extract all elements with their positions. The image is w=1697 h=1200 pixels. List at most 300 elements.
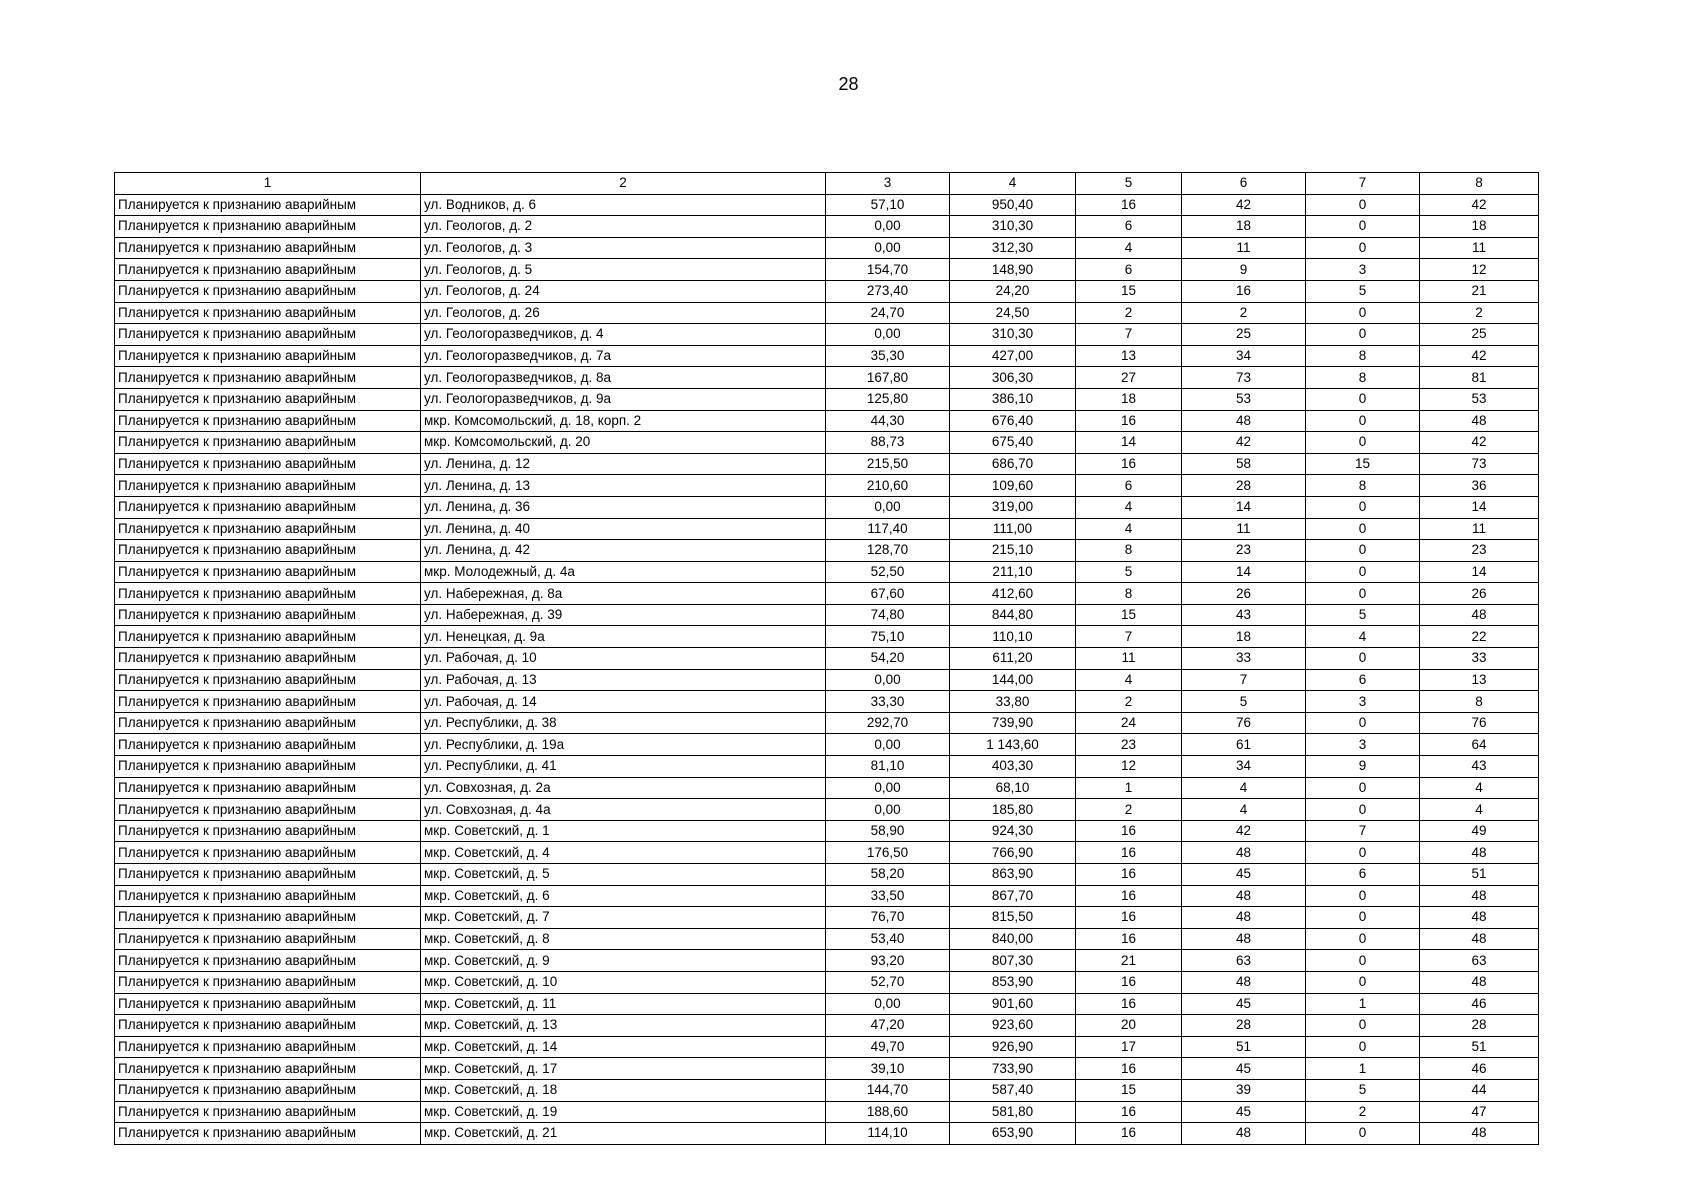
table-row: [115, 842, 1539, 864]
status-cell: Планируется к признанию аварийным: [115, 280, 421, 302]
value-cell: 16: [1076, 453, 1182, 475]
table-row: [115, 669, 1539, 691]
value-cell: 73: [1420, 453, 1539, 475]
value-cell: 11: [1420, 237, 1539, 259]
value-cell: 0,00: [826, 216, 950, 238]
value-cell: 4: [1420, 799, 1539, 821]
value-cell: 45: [1182, 993, 1306, 1015]
page-number: 28: [838, 74, 859, 94]
value-cell: 176,50: [826, 842, 950, 864]
value-cell: 7: [1306, 820, 1420, 842]
table-row: [115, 928, 1539, 950]
value-cell: 0: [1306, 907, 1420, 929]
value-cell: 42: [1182, 820, 1306, 842]
address-cell: мкр. Советский, д. 17: [421, 1058, 826, 1080]
table-row: [115, 475, 1539, 497]
address-cell: ул. Геологоразведчиков, д. 7а: [421, 345, 826, 367]
value-cell: 34: [1182, 756, 1306, 778]
table-row: [115, 237, 1539, 259]
table-row: [115, 1015, 1539, 1037]
value-cell: 0: [1306, 540, 1420, 562]
status-cell: Планируется к признанию аварийным: [115, 453, 421, 475]
value-cell: 11: [1182, 237, 1306, 259]
table-row: [115, 799, 1539, 821]
value-cell: 766,90: [950, 842, 1076, 864]
value-cell: 0,00: [826, 777, 950, 799]
table-row: [115, 907, 1539, 929]
table-row: [115, 453, 1539, 475]
value-cell: 867,70: [950, 885, 1076, 907]
value-cell: 128,70: [826, 540, 950, 562]
value-cell: 4: [1076, 518, 1182, 540]
value-cell: 148,90: [950, 259, 1076, 281]
value-cell: 0: [1306, 950, 1420, 972]
value-cell: 48: [1182, 907, 1306, 929]
column-header: 3: [826, 173, 950, 195]
value-cell: 4: [1306, 626, 1420, 648]
column-number-row: [115, 173, 1539, 195]
value-cell: 853,90: [950, 971, 1076, 993]
value-cell: 167,80: [826, 367, 950, 389]
value-cell: 310,30: [950, 216, 1076, 238]
status-cell: Планируется к признанию аварийным: [115, 410, 421, 432]
value-cell: 33,80: [950, 691, 1076, 713]
value-cell: 45: [1182, 1101, 1306, 1123]
value-cell: 68,10: [950, 777, 1076, 799]
value-cell: 16: [1076, 885, 1182, 907]
value-cell: 54,20: [826, 648, 950, 670]
value-cell: 16: [1076, 194, 1182, 216]
value-cell: 0,00: [826, 324, 950, 346]
value-cell: 0: [1306, 410, 1420, 432]
status-cell: Планируется к признанию аварийным: [115, 885, 421, 907]
address-cell: ул. Ленина, д. 42: [421, 540, 826, 562]
value-cell: 0,00: [826, 734, 950, 756]
address-cell: ул. Рабочая, д. 14: [421, 691, 826, 713]
value-cell: 8: [1076, 540, 1182, 562]
value-cell: 154,70: [826, 259, 950, 281]
address-cell: ул. Геологоразведчиков, д. 4: [421, 324, 826, 346]
status-cell: Планируется к признанию аварийным: [115, 950, 421, 972]
table-row: [115, 1123, 1539, 1145]
address-cell: мкр. Советский, д. 21: [421, 1123, 826, 1145]
status-cell: Планируется к признанию аварийным: [115, 237, 421, 259]
status-cell: Планируется к признанию аварийным: [115, 1058, 421, 1080]
status-cell: Планируется к признанию аварийным: [115, 345, 421, 367]
value-cell: 1: [1306, 993, 1420, 1015]
value-cell: 2: [1076, 302, 1182, 324]
value-cell: 81: [1420, 367, 1539, 389]
value-cell: 0: [1306, 583, 1420, 605]
address-cell: ул. Совхозная, д. 4а: [421, 799, 826, 821]
address-cell: мкр. Комсомольский, д. 20: [421, 432, 826, 454]
value-cell: 18: [1182, 216, 1306, 238]
address-cell: мкр. Советский, д. 4: [421, 842, 826, 864]
value-cell: 0: [1306, 1123, 1420, 1145]
value-cell: 0: [1306, 971, 1420, 993]
value-cell: 611,20: [950, 648, 1076, 670]
value-cell: 48: [1182, 928, 1306, 950]
value-cell: 49: [1420, 820, 1539, 842]
value-cell: 14: [1076, 432, 1182, 454]
address-cell: мкр. Комсомольский, д. 18, корп. 2: [421, 410, 826, 432]
value-cell: 6: [1306, 864, 1420, 886]
value-cell: 144,00: [950, 669, 1076, 691]
address-cell: мкр. Советский, д. 14: [421, 1036, 826, 1058]
value-cell: 109,60: [950, 475, 1076, 497]
value-cell: 0: [1306, 518, 1420, 540]
address-cell: ул. Геологов, д. 3: [421, 237, 826, 259]
table-row: [115, 259, 1539, 281]
address-cell: ул. Геологов, д. 5: [421, 259, 826, 281]
value-cell: 23: [1420, 540, 1539, 562]
value-cell: 57,10: [826, 194, 950, 216]
table-row: [115, 194, 1539, 216]
status-cell: Планируется к признанию аварийным: [115, 324, 421, 346]
status-cell: Планируется к признанию аварийным: [115, 648, 421, 670]
value-cell: 0,00: [826, 799, 950, 821]
value-cell: 42: [1420, 345, 1539, 367]
address-cell: ул. Ленина, д. 40: [421, 518, 826, 540]
value-cell: 2: [1306, 1101, 1420, 1123]
value-cell: 47,20: [826, 1015, 950, 1037]
status-cell: Планируется к признанию аварийным: [115, 604, 421, 626]
value-cell: 45: [1182, 864, 1306, 886]
value-cell: 111,00: [950, 518, 1076, 540]
value-cell: 51: [1420, 864, 1539, 886]
value-cell: 0,00: [826, 669, 950, 691]
value-cell: 42: [1420, 432, 1539, 454]
value-cell: 2: [1420, 302, 1539, 324]
table-row: [115, 950, 1539, 972]
value-cell: 319,00: [950, 496, 1076, 518]
value-cell: 43: [1182, 604, 1306, 626]
housing-table: [114, 172, 1539, 1145]
column-header: 8: [1420, 173, 1539, 195]
value-cell: 16: [1076, 907, 1182, 929]
address-cell: ул. Набережная, д. 8а: [421, 583, 826, 605]
value-cell: 16: [1076, 864, 1182, 886]
value-cell: 8: [1076, 583, 1182, 605]
status-cell: Планируется к признанию аварийным: [115, 691, 421, 713]
status-cell: Планируется к признанию аварийным: [115, 1123, 421, 1145]
value-cell: 48: [1420, 842, 1539, 864]
address-cell: мкр. Советский, д. 10: [421, 971, 826, 993]
address-cell: ул. Ненецкая, д. 9а: [421, 626, 826, 648]
address-cell: ул. Ленина, д. 36: [421, 496, 826, 518]
value-cell: 48: [1420, 971, 1539, 993]
table-row: [115, 324, 1539, 346]
value-cell: 14: [1182, 496, 1306, 518]
value-cell: 2: [1182, 302, 1306, 324]
column-header: 7: [1306, 173, 1420, 195]
value-cell: 21: [1076, 950, 1182, 972]
value-cell: 7: [1076, 626, 1182, 648]
address-cell: мкр. Советский, д. 18: [421, 1079, 826, 1101]
status-cell: Планируется к признанию аварийным: [115, 971, 421, 993]
address-cell: ул. Рабочая, д. 13: [421, 669, 826, 691]
value-cell: 13: [1076, 345, 1182, 367]
table-row: [115, 496, 1539, 518]
value-cell: 11: [1076, 648, 1182, 670]
value-cell: 53: [1182, 388, 1306, 410]
value-cell: 733,90: [950, 1058, 1076, 1080]
status-cell: Планируется к признанию аварийным: [115, 756, 421, 778]
value-cell: 950,40: [950, 194, 1076, 216]
value-cell: 273,40: [826, 280, 950, 302]
table-row: [115, 971, 1539, 993]
address-cell: ул. Республики, д. 41: [421, 756, 826, 778]
table-row: [115, 691, 1539, 713]
value-cell: 863,90: [950, 864, 1076, 886]
value-cell: 125,80: [826, 388, 950, 410]
value-cell: 3: [1306, 691, 1420, 713]
status-cell: Планируется к признанию аварийным: [115, 216, 421, 238]
value-cell: 48: [1420, 604, 1539, 626]
value-cell: 840,00: [950, 928, 1076, 950]
value-cell: 64: [1420, 734, 1539, 756]
status-cell: Планируется к признанию аварийным: [115, 993, 421, 1015]
value-cell: 8: [1306, 367, 1420, 389]
value-cell: 0: [1306, 842, 1420, 864]
table-row: [115, 345, 1539, 367]
value-cell: 16: [1076, 971, 1182, 993]
address-cell: мкр. Советский, д. 7: [421, 907, 826, 929]
value-cell: 12: [1076, 756, 1182, 778]
address-cell: ул. Геологов, д. 26: [421, 302, 826, 324]
status-cell: Планируется к признанию аварийным: [115, 1101, 421, 1123]
table-body: [115, 194, 1539, 1144]
value-cell: 22: [1420, 626, 1539, 648]
status-cell: Планируется к признанию аварийным: [115, 561, 421, 583]
value-cell: 34: [1182, 345, 1306, 367]
value-cell: 48: [1182, 1123, 1306, 1145]
value-cell: 2: [1076, 691, 1182, 713]
address-cell: мкр. Советский, д. 13: [421, 1015, 826, 1037]
value-cell: 188,60: [826, 1101, 950, 1123]
value-cell: 44,30: [826, 410, 950, 432]
status-cell: Планируется к признанию аварийным: [115, 388, 421, 410]
value-cell: 675,40: [950, 432, 1076, 454]
status-cell: Планируется к признанию аварийным: [115, 540, 421, 562]
value-cell: 53: [1420, 388, 1539, 410]
value-cell: 0: [1306, 388, 1420, 410]
value-cell: 0: [1306, 216, 1420, 238]
table-row: [115, 993, 1539, 1015]
value-cell: 13: [1420, 669, 1539, 691]
value-cell: 210,60: [826, 475, 950, 497]
status-cell: Планируется к признанию аварийным: [115, 842, 421, 864]
address-cell: ул. Ленина, д. 13: [421, 475, 826, 497]
value-cell: 8: [1420, 691, 1539, 713]
address-cell: ул. Рабочая, д. 10: [421, 648, 826, 670]
status-cell: Планируется к признанию аварийным: [115, 475, 421, 497]
value-cell: 901,60: [950, 993, 1076, 1015]
value-cell: 0,00: [826, 993, 950, 1015]
value-cell: 0: [1306, 561, 1420, 583]
value-cell: 52,70: [826, 971, 950, 993]
address-cell: ул. Республики, д. 38: [421, 712, 826, 734]
value-cell: 28: [1420, 1015, 1539, 1037]
value-cell: 51: [1420, 1036, 1539, 1058]
value-cell: 24,50: [950, 302, 1076, 324]
status-cell: Планируется к признанию аварийным: [115, 302, 421, 324]
value-cell: 23: [1182, 540, 1306, 562]
value-cell: 0: [1306, 1036, 1420, 1058]
value-cell: 76: [1182, 712, 1306, 734]
status-cell: Планируется к признанию аварийным: [115, 820, 421, 842]
address-cell: ул. Геологоразведчиков, д. 9а: [421, 388, 826, 410]
value-cell: 16: [1076, 1058, 1182, 1080]
value-cell: 15: [1076, 604, 1182, 626]
value-cell: 48: [1420, 410, 1539, 432]
value-cell: 0: [1306, 302, 1420, 324]
value-cell: 8: [1306, 345, 1420, 367]
value-cell: 306,30: [950, 367, 1076, 389]
value-cell: 412,60: [950, 583, 1076, 605]
table-row: [115, 216, 1539, 238]
value-cell: 16: [1076, 993, 1182, 1015]
address-cell: ул. Геологов, д. 24: [421, 280, 826, 302]
value-cell: 36: [1420, 475, 1539, 497]
value-cell: 110,10: [950, 626, 1076, 648]
value-cell: 6: [1306, 669, 1420, 691]
value-cell: 14: [1420, 561, 1539, 583]
value-cell: 48: [1182, 971, 1306, 993]
status-cell: Планируется к признанию аварийным: [115, 432, 421, 454]
address-cell: ул. Набережная, д. 39: [421, 604, 826, 626]
status-cell: Планируется к признанию аварийным: [115, 712, 421, 734]
value-cell: 81,10: [826, 756, 950, 778]
value-cell: 14: [1182, 561, 1306, 583]
value-cell: 924,30: [950, 820, 1076, 842]
address-cell: ул. Геологов, д. 2: [421, 216, 826, 238]
status-cell: Планируется к признанию аварийным: [115, 734, 421, 756]
value-cell: 3: [1306, 734, 1420, 756]
status-cell: Планируется к признанию аварийным: [115, 1036, 421, 1058]
value-cell: 6: [1076, 475, 1182, 497]
value-cell: 27: [1076, 367, 1182, 389]
address-cell: мкр. Советский, д. 6: [421, 885, 826, 907]
value-cell: 14: [1420, 496, 1539, 518]
column-header: 5: [1076, 173, 1182, 195]
value-cell: 0: [1306, 885, 1420, 907]
value-cell: 211,10: [950, 561, 1076, 583]
value-cell: 24,70: [826, 302, 950, 324]
table-row: [115, 1079, 1539, 1101]
table-row: [115, 648, 1539, 670]
value-cell: 17: [1076, 1036, 1182, 1058]
table-row: [115, 410, 1539, 432]
column-header: 6: [1182, 173, 1306, 195]
status-cell: Планируется к признанию аварийным: [115, 496, 421, 518]
address-cell: мкр. Советский, д. 9: [421, 950, 826, 972]
address-cell: ул. Водников, д. 6: [421, 194, 826, 216]
value-cell: 93,20: [826, 950, 950, 972]
value-cell: 5: [1306, 604, 1420, 626]
table-row: [115, 1058, 1539, 1080]
value-cell: 4: [1076, 496, 1182, 518]
value-cell: 16: [1076, 1101, 1182, 1123]
value-cell: 15: [1076, 1079, 1182, 1101]
value-cell: 15: [1306, 453, 1420, 475]
table-row: [115, 626, 1539, 648]
address-cell: мкр. Молодежный, д. 4а: [421, 561, 826, 583]
value-cell: 0,00: [826, 496, 950, 518]
address-cell: мкр. Советский, д. 5: [421, 864, 826, 886]
status-cell: Планируется к признанию аварийным: [115, 907, 421, 929]
column-header: 1: [115, 173, 421, 195]
status-cell: Планируется к признанию аварийным: [115, 928, 421, 950]
value-cell: 185,80: [950, 799, 1076, 821]
address-cell: ул. Геологоразведчиков, д. 8а: [421, 367, 826, 389]
value-cell: 923,60: [950, 1015, 1076, 1037]
table-row: [115, 712, 1539, 734]
value-cell: 26: [1182, 583, 1306, 605]
value-cell: 676,40: [950, 410, 1076, 432]
value-cell: 0: [1306, 237, 1420, 259]
value-cell: 33,30: [826, 691, 950, 713]
value-cell: 21: [1420, 280, 1539, 302]
value-cell: 4: [1076, 669, 1182, 691]
value-cell: 403,30: [950, 756, 1076, 778]
value-cell: 16: [1076, 820, 1182, 842]
value-cell: 25: [1182, 324, 1306, 346]
value-cell: 42: [1182, 194, 1306, 216]
table-row: [115, 367, 1539, 389]
value-cell: 63: [1420, 950, 1539, 972]
value-cell: 75,10: [826, 626, 950, 648]
value-cell: 73: [1182, 367, 1306, 389]
value-cell: 807,30: [950, 950, 1076, 972]
value-cell: 44: [1420, 1079, 1539, 1101]
value-cell: 18: [1420, 216, 1539, 238]
value-cell: 39,10: [826, 1058, 950, 1080]
value-cell: 23: [1076, 734, 1182, 756]
table-row: [115, 777, 1539, 799]
value-cell: 35,30: [826, 345, 950, 367]
address-cell: ул. Совхозная, д. 2а: [421, 777, 826, 799]
table-row: [115, 756, 1539, 778]
address-cell: мкр. Советский, д. 19: [421, 1101, 826, 1123]
value-cell: 28: [1182, 475, 1306, 497]
status-cell: Планируется к признанию аварийным: [115, 1015, 421, 1037]
value-cell: 9: [1182, 259, 1306, 281]
value-cell: 76: [1420, 712, 1539, 734]
value-cell: 33,50: [826, 885, 950, 907]
value-cell: 88,73: [826, 432, 950, 454]
value-cell: 51: [1182, 1036, 1306, 1058]
value-cell: 9: [1306, 756, 1420, 778]
value-cell: 63: [1182, 950, 1306, 972]
value-cell: 2: [1076, 799, 1182, 821]
table-row: [115, 1036, 1539, 1058]
status-cell: Планируется к признанию аварийным: [115, 518, 421, 540]
status-cell: Планируется к признанию аварийным: [115, 777, 421, 799]
value-cell: 739,90: [950, 712, 1076, 734]
value-cell: 48: [1182, 885, 1306, 907]
value-cell: 5: [1306, 1079, 1420, 1101]
value-cell: 33: [1420, 648, 1539, 670]
value-cell: 49,70: [826, 1036, 950, 1058]
table-row: [115, 864, 1539, 886]
status-cell: Планируется к признанию аварийным: [115, 259, 421, 281]
value-cell: 386,10: [950, 388, 1076, 410]
table-row: [115, 820, 1539, 842]
value-cell: 16: [1076, 928, 1182, 950]
value-cell: 114,10: [826, 1123, 950, 1145]
value-cell: 587,40: [950, 1079, 1076, 1101]
